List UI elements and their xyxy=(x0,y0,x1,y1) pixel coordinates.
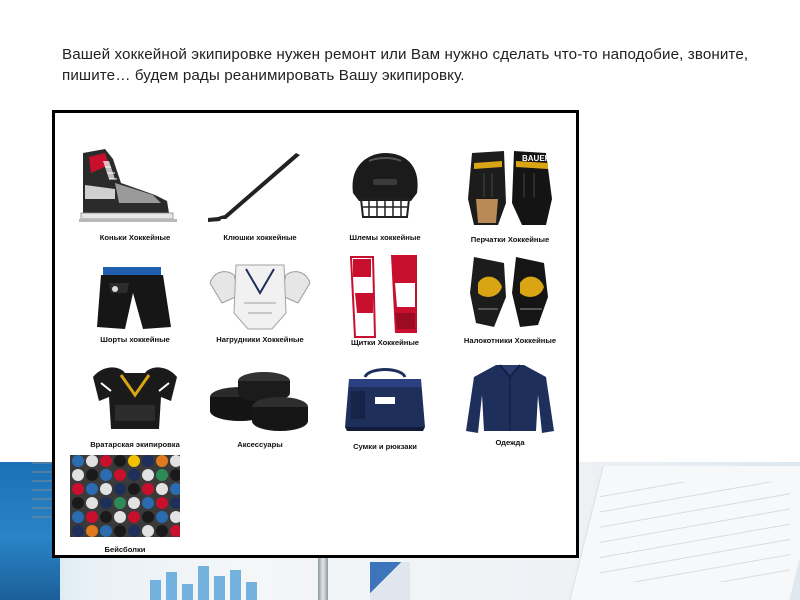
item-label: Вратарская экипировка xyxy=(90,440,180,449)
item-label: Шорты хоккейные xyxy=(100,335,170,344)
item-label: Нагрудники Хоккейные xyxy=(216,335,304,344)
helmet-icon xyxy=(325,143,445,228)
item-label: Шлемы хоккейные xyxy=(349,233,421,242)
intro-text: Вашей хоккейной экипировке нужен ремонт или Вам нужно сделать что-то наподобие, звоните, пишите… будем рады реанимировать Вашу экипировку. xyxy=(62,46,749,84)
goalie-gear-icon xyxy=(75,361,195,446)
item-label: Щитки Хоккейные xyxy=(350,338,420,347)
skate-icon xyxy=(75,143,195,228)
brand-mark: BAUER xyxy=(522,154,551,163)
jacket-icon xyxy=(450,361,570,446)
item-label: Одежда xyxy=(495,438,525,447)
item-label: Налокотники Хоккейные xyxy=(463,336,557,345)
elbow-pads-icon xyxy=(450,253,570,338)
item-label: Бейсболки xyxy=(104,545,146,554)
bag-icon xyxy=(325,361,445,446)
item-label: Коньки Хоккейные xyxy=(99,233,171,242)
stick-icon xyxy=(200,143,320,228)
equipment-catalog xyxy=(52,110,579,558)
item-label: Клюшки хоккейные xyxy=(223,233,297,242)
item-label: Аксессуары xyxy=(237,440,283,449)
item-label: Перчатки Хоккейные xyxy=(470,235,550,244)
gloves-icon xyxy=(450,143,570,228)
caps-icon xyxy=(70,455,180,537)
pucks-icon xyxy=(200,361,320,446)
chest-protector-icon xyxy=(200,253,320,338)
shin-guards-icon xyxy=(325,253,445,338)
shorts-icon xyxy=(75,253,195,338)
item-label: Сумки и рюкзаки xyxy=(353,442,417,451)
